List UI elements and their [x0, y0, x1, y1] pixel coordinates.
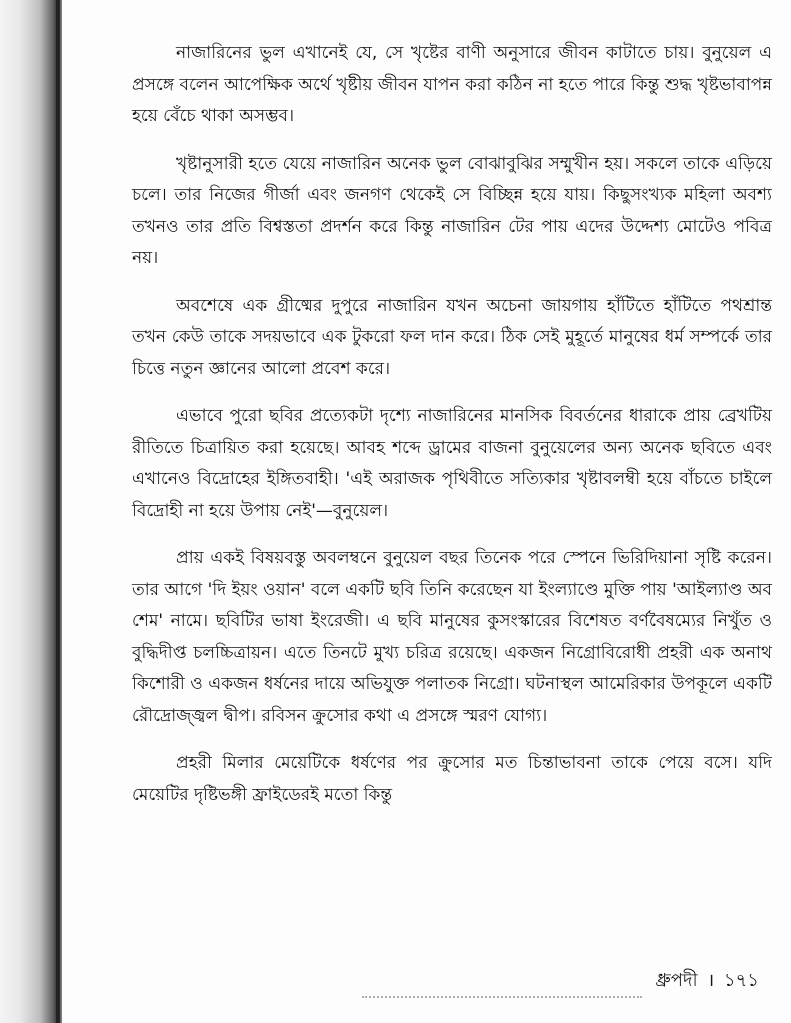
- footer-separator: ।: [707, 970, 715, 991]
- paragraph-3: অবশেষে এক গ্রীষ্মের দুপুরে নাজারিন যখন অচেনা জায়গায় হাঁটিতে হাঁটিতে পথশ্রান্ত তখন কেউ তাকে সদয়ভাবে এক টুকরো ফল দান করে। ঠিক সেই মুহূর্তে মানুষের ধর্ম সম্পর্কে তার চিত্তে নতুন জ্ঞানের আলো প্রবেশ করে।: [132, 295, 772, 379]
- page-number: ১৭১: [723, 970, 759, 991]
- journal-name: ধ্রুপদী: [655, 970, 698, 991]
- paragraph-1: নাজারিনের ভুল এখানেই যে, সে খৃষ্টের বাণী অনুসারে জীবন কাটাতে চায়। বুনুয়েল এ প্রসঙ্গে বলেন আপেক্ষিক অর্থে খৃষ্টীয় জীবন যাপন করা কঠিন না হতে পারে কিন্তু শুদ্ধ খৃষ্টভাবাপন্ন হয়ে বেঁচে থাকা অসম্ভব।: [132, 43, 772, 126]
- book-spine-shadow: [0, 0, 62, 1023]
- bottom-smudge: [362, 996, 642, 1000]
- page-body: [132, 38, 772, 827]
- page-footer: [652, 966, 759, 997]
- paragraph-4: এভাবে পুরো ছবির প্রত্যেকটা দৃশ্যে নাজারিনের মানসিক বিবর্তনের ধারাকে প্রায় ব্রেখটিয় রীতিতে চিত্রায়িত করা হয়েছে। আবহ শব্দে ড্রামের বাজনা বুনুয়েলের অন্য অনেক ছবিতে এবং এখানেও বিদ্রোহের ইঙ্গিতবাহী। 'এই অরাজক পৃথিবীতে সত্যিকার খৃষ্টাবলম্বী হয়ে বাঁচতে চাইলে বিদ্রোহী না হয়ে উপায় নেই'—বুনুয়েল।: [132, 406, 772, 521]
- paragraph-6: প্রহরী মিলার মেয়েটিকে ধর্ষণের পর ক্রুসোর মত চিন্তাভাবনা তাকে পেয়ে বসে। যদি মেয়েটির দৃষ্টিভঙ্গী ফ্রাইডেরই মতো কিন্তু: [132, 753, 772, 805]
- book-page: [62, 0, 791, 1023]
- paragraph-5: প্রায় একই বিষয়বস্তু অবলম্বনে বুনুয়েল বছর তিনেক পরে স্পেনে ভিরিদিয়ানা সৃষ্টি করেন। তার আগে 'দি ইয়ং ওয়ান' বলে একটি ছবি তিনি করেছেন যা ইংল্যাণ্ডে মুক্তি পায় 'আইল্যাণ্ড অব শেম' নামে। ছবিটির ভাষা ইংরেজী। এ ছবি মানুষের কুসংস্কারের বিশেষত বর্ণবৈষম্যের নিখুঁত ও বুদ্ধিদীপ্ত চলচ্চিত্রায়ন। এতে তিনটে মুখ্য চরিত্র রয়েছে। একজন নিগ্রোবিরোধী প্রহরী এক অনাথ কিশোরী ও একজন ধর্ষনের দায়ে অভিযুক্ত পলাতক নিগ্রো। ঘটনাস্থল আমেরিকার উপকূলে একটি রৌদ্রোজ্জ্বল দ্বীপ। রবিসন ক্রুসোর কথা এ প্রসঙ্গে স্মরণ যোগ্য।: [132, 548, 772, 726]
- book-gutter: [56, 0, 60, 1023]
- paragraph-2: খৃষ্টানুসারী হতে যেয়ে নাজারিন অনেক ভুল বোঝাবুঝির সম্মুখীন হয়। সকলে তাকে এড়িয়ে চলে। তার নিজের গীর্জা এবং জনগণ থেকেই সে বিচ্ছিন্ন হয়ে যায়। কিছুসংখ্যক মহিলা অবশ্য তখনও তার প্রতি বিশ্বস্ততা প্রদর্শন করে কিন্তু নাজারিন টের পায় এদের উদ্দেশ্য মোটেও পবিত্র নয়।: [132, 153, 772, 268]
